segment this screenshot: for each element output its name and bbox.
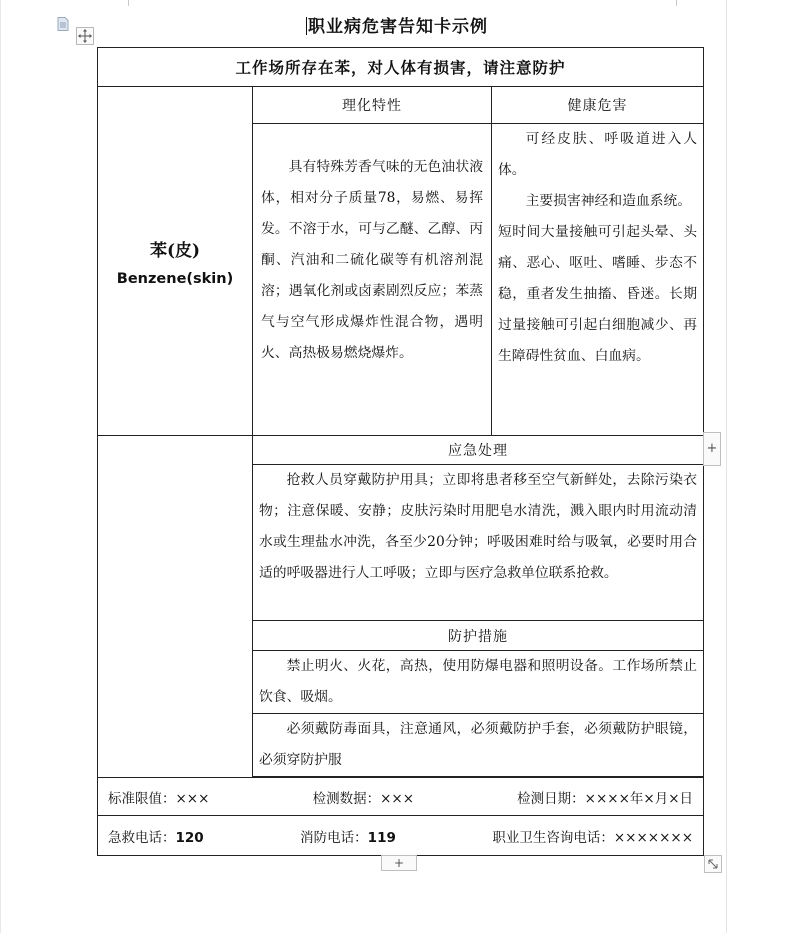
- blank-left-cell: [98, 436, 253, 778]
- add-row-button[interactable]: +: [381, 855, 417, 871]
- properties-heading: 理化特性: [253, 87, 492, 124]
- fire-phone: 消防电话：119: [300, 829, 396, 846]
- measurement-data: 检测数据：×××: [312, 790, 415, 807]
- substance-name-en: Benzene(skin): [116, 270, 234, 287]
- health-cell: [492, 124, 704, 436]
- table-resize-handle[interactable]: [704, 855, 722, 873]
- protection-cell-2: [253, 714, 704, 777]
- page-edge-right: [726, 0, 727, 933]
- substance-name-cell: [98, 87, 253, 436]
- page-corner-mark-left: [118, 0, 129, 6]
- warning-banner: [98, 48, 704, 87]
- consult-phone: 职业卫生咨询电话：×××××××: [492, 829, 694, 846]
- protection-heading: 防护措施: [253, 621, 704, 651]
- warning-text: 工作场所存在苯，对人体有损害，请注意防护: [235, 58, 566, 77]
- page-corner-mark-right: [676, 0, 687, 6]
- substance-name-cn: 苯(皮): [149, 240, 201, 261]
- emergency-heading: 应急处理: [253, 436, 704, 465]
- emergency-phone: 急救电话：120: [108, 829, 204, 846]
- measurement-date: 检测日期：××××年×月×日: [517, 790, 694, 807]
- hazard-notice-card: [97, 47, 704, 856]
- fire-phone-value: 119: [367, 829, 396, 846]
- resize-handle-icon: [705, 856, 721, 872]
- footer-phone-row: [98, 816, 704, 856]
- add-column-button[interactable]: +: [703, 432, 721, 466]
- health-line-2: 主要损害神经和造血系统。: [525, 193, 692, 209]
- emergency-text: 抢救人员穿戴防护用具；立即将患者移至空气新鲜处，去除污染衣物；注意保暖、安静；皮肤污染时用肥皂水清洗，溅入眼内时用流动清水或生理盐水冲洗，各至少20分钟；呼吸困难时给与吸氧，必要时用合适的呼吸器进行人工呼吸；立即与医疗急救单位联系抢救。: [259, 472, 698, 581]
- properties-text: 具有特殊芳香气味的无色油状液体，相对分子质量78，易燃、易挥发。不溶于水，可与乙醚、乙醇、丙酮、汽油和二硫化碳等有机溶剂混溶；遇氧化剂或卤素剧烈反应；苯蒸气与空气形成爆炸性混合物，遇明火、高热极易燃烧爆炸。: [261, 159, 483, 361]
- properties-cell: [253, 124, 492, 436]
- health-heading: 健康危害: [492, 87, 704, 124]
- health-line-3: 短时间大量接触可引起头晕、头痛、恶心、呕吐、嗜睡、步态不稳，重者发生抽搐、昏迷。长期过量接触可引起白细胞减少、再生障碍性贫血、白血病。: [498, 224, 698, 364]
- document-title-text: 职业病危害告知卡示例: [308, 17, 488, 37]
- text-cursor: [306, 17, 307, 35]
- health-line-1: 可经皮肤、呼吸道进入人体。: [498, 131, 698, 178]
- standard-limit: 标准限值：×××: [108, 790, 210, 807]
- health-text: [492, 124, 703, 372]
- emergency-cell: [253, 465, 704, 621]
- page-edge-left: [0, 0, 1, 933]
- document-title: [0, 12, 794, 37]
- protection-text-1: 禁止明火、火花，高热，使用防爆电器和照明设备。工作场所禁止饮食、吸烟。: [259, 658, 698, 705]
- emergency-phone-value: 120: [175, 829, 204, 846]
- protection-text-2: 必须戴防毒面具，注意通风，必须戴防护手套，必须戴防护眼镜，必须穿防护服: [259, 721, 698, 768]
- footer-measure-row: [98, 778, 704, 816]
- protection-cell-1: [253, 651, 704, 714]
